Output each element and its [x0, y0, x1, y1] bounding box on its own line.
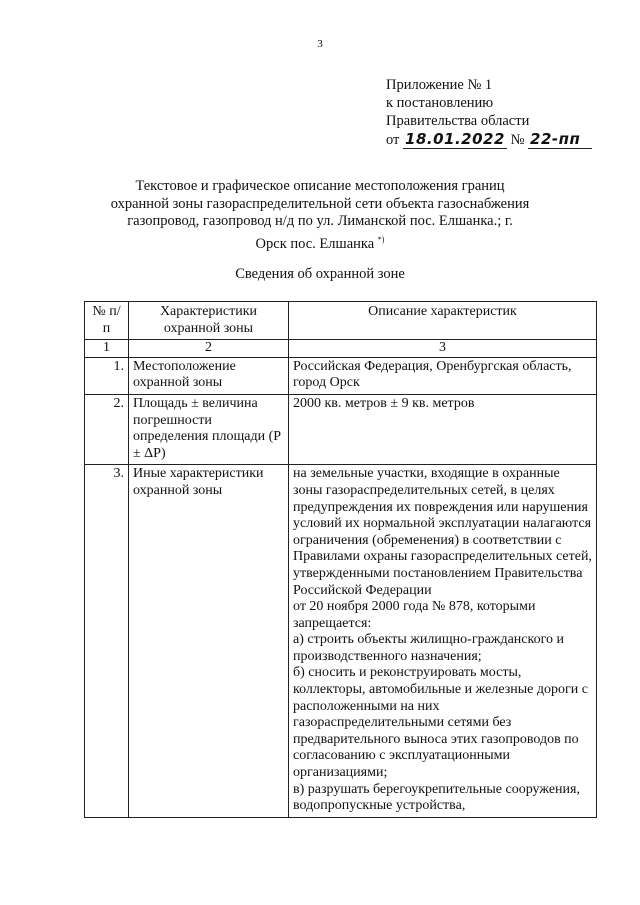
section-subtitle: Сведения об охранной зоне	[235, 266, 405, 282]
row-description	[289, 357, 597, 394]
page-number: 3	[317, 38, 323, 50]
row-characteristic: Иные характеристики охранной зоны	[129, 465, 289, 817]
appendix-date-line	[386, 130, 592, 149]
description-paragraph: на земельные участки, входящие в охранные зоны газораспределительных сетей, в целях предупреждения их повреждения или нарушения условий их нормальной эксплуатации налагаются ограничения (обременения) в соответствии с Правилами охраны газораспределительных сетей, утвержденными постановлением Правительства Российской Федерации	[293, 466, 592, 598]
table-header-row	[85, 302, 597, 340]
header-cell: Описание характеристик	[289, 302, 597, 340]
protection-zone-table	[84, 301, 597, 818]
appendix-line1: Приложение № 1	[386, 77, 493, 93]
row-number: 2.	[85, 394, 129, 464]
handwritten-date: 18.01.2022	[405, 130, 505, 148]
row-number: 1.	[85, 357, 129, 394]
footnote-mark: *)	[377, 234, 385, 244]
table-row	[85, 357, 597, 394]
description-paragraph: от 20 ноября 2000 года № 878, которыми запрещается:	[293, 599, 536, 631]
row-characteristic: Местоположение охранной зоны	[129, 357, 289, 394]
header-cell: Характеристики охранной зоны	[129, 302, 289, 340]
number-label: №	[510, 132, 525, 148]
description-item-c: в) разрушать берегоукрепительные сооружения, водопропускные устройства,	[293, 781, 580, 814]
from-label: от	[386, 132, 400, 148]
table-row	[85, 465, 597, 817]
appendix-block	[386, 76, 592, 149]
appendix-line2: к постановлению	[386, 95, 494, 111]
description-line: Российская Федерация, Оренбургская область, город Орск	[293, 358, 572, 391]
description-item-b: б) сносить и реконструировать мосты, коллекторы, автомобильные и железные дороги с расположенными на них газораспределительными сетями без предварительного выноса этих газопроводов по согласованию с эксплуатационными организациями;	[293, 665, 588, 781]
appendix-line3: Правительства области	[386, 113, 530, 129]
handwritten-number: 22-пп	[528, 130, 592, 149]
column-number: 3	[289, 340, 597, 358]
title-text: Текстовое и графическое описание местоположения границ охранной зоны газораспределительной сети объекта газоснабжения газопровод, газопровод н/д по ул. Лиманской пос. Елшанка.; г. Орск пос. Елшанка	[110, 178, 530, 252]
column-number: 2	[129, 340, 289, 358]
column-number: 1	[85, 340, 129, 358]
header-cell: № п/п	[85, 302, 129, 340]
row-characteristic: Площадь ± величина погрешности определения площади (P ± ΔP)	[129, 394, 289, 464]
row-description	[289, 465, 597, 817]
description-line: 2000 кв. метров ± 9 кв. метров	[293, 395, 475, 411]
description-item-a: а) строить объекты жилищно-гражданского и производственного назначения;	[293, 632, 564, 664]
document-title	[110, 178, 530, 253]
table-row	[85, 394, 597, 464]
row-description	[289, 394, 597, 464]
column-number-row	[85, 340, 597, 358]
row-number: 3.	[85, 465, 129, 817]
